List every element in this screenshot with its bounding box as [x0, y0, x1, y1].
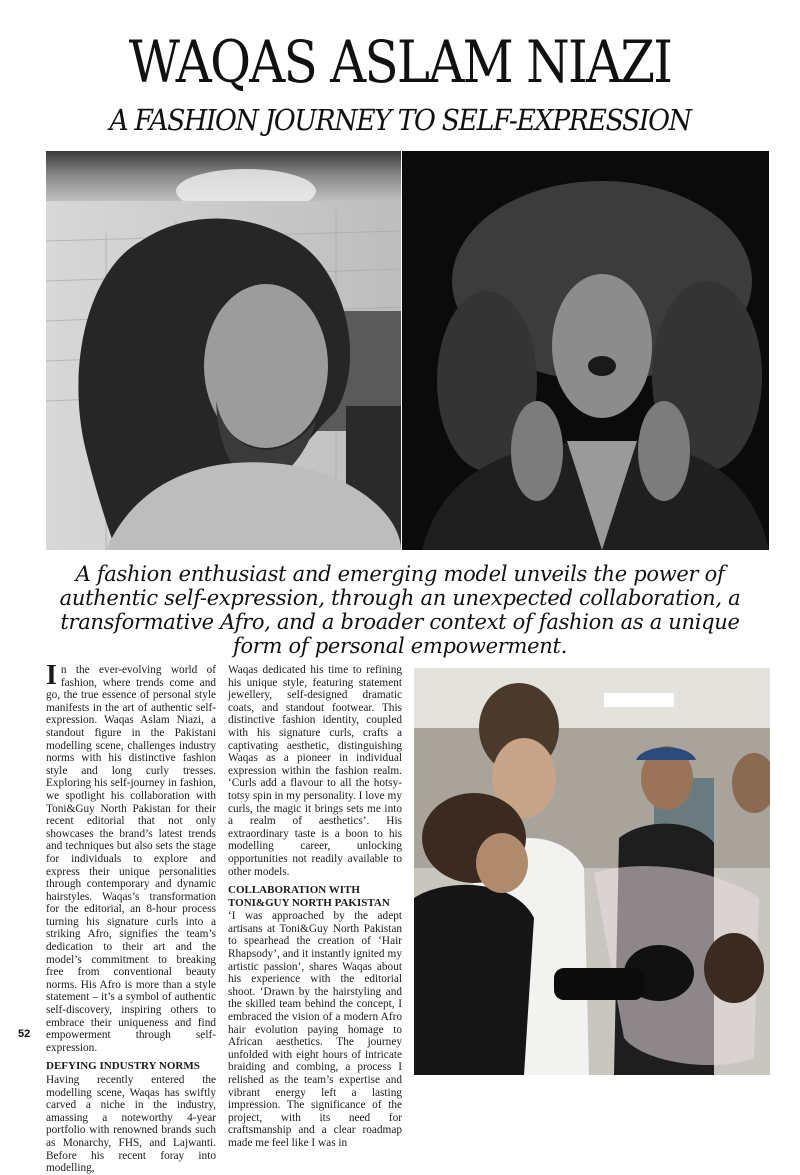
article-column-2: [228, 664, 402, 1150]
page-number: 52: [18, 1028, 31, 1040]
drop-cap: I: [46, 660, 57, 691]
portrait-afro-photo: [402, 151, 769, 550]
article-column-1: [46, 660, 216, 1175]
portrait-curly-hair-photo: [46, 151, 401, 550]
article-lede: A fashion enthusiast and emerging model unveils the power of authentic self-expression, through an unexpected collaboration, a transformative Afro, and a broader context of fashion as a unique form of personal empowerment.: [59, 562, 741, 658]
collaboration-paragraph: ‘I was approached by the adept artisans at Toni&Guy North Pakistan to spearhead the creation of ‘Hair Rhapsody’, and it instantly ignited my artistic passion’, shares Waqas about his experience with the editorial shoot. ‘Drawn by the hairstyling and the skilled team behind the concept, I embraced the vision of a modern Afro hair evolution paying homage to African aesthetics. The journey unfolded with eight hours of intricate braiding and combing, a process I relished as the team’s expertise and vibrant energy left a lasting impression. The significance of the project, with its need for craftsmanship and a clear roadmap made me feel like I was in: [228, 910, 402, 1149]
intro-paragraph: In the ever-evolving world of fashion, where trends come and go, the true essence of personal style manifests in the art of authentic self-expression. Waqas Aslam Niazi, a standout figure in the Pakistani modelling scene, challenges industry norms with his distinctive fashion style and long curly tresses. Exploring his self-journey in fashion, we spotlight his collaboration with Toni&Guy North Pakistan for their recent editorial that not only showcases the brand’s latest trends and techniques but also sets the stage for individuals to explore and express their unique personalities through contemporary and dynamic hairstyles. Waqas’s transformation for the editorial, an 8-hour process turning his signature curls into a striking Afro, signifies the team’s dedication to their art and the model’s commitment to breaking free from conventional beauty norms. His Afro is more than a style statement – it’s a symbol of authentic self-discovery, inspiring others to embrace their uniqueness and find empowerment through self-expression.: [46, 660, 216, 1054]
defying-norms-paragraph: Having recently entered the modelling scene, Waqas has swiftly carved a niche in the industry, amassing a noteworthy 4-year portfolio with renowned brands such as Monarchy, FHS, and Lajwanti. Before his recent foray into modelling,: [46, 1074, 216, 1175]
article-title: WAQAS ASLAM NIAZI: [128, 28, 672, 96]
salon-behind-the-scenes-photo: [414, 668, 770, 1075]
style-paragraph: Waqas dedicated his time to refining his unique style, featuring statement jewellery, self-designed dramatic coats, and standout footwear. This distinctive fashion identity, coupled with his signature curls, crafts a captivating aesthetic, distinguishing Waqas as a pioneer in individual expression within the fashion realm. ‘Curls add a flavour to all the hotsy-totsy spin in my personality. I love my curls, the magic it brings sets me into a realm of aesthetics’. His extraordinary taste is a boon to his modelling career, unlocking opportunities not readily available to other models.: [228, 664, 402, 878]
article-subtitle: A FASHION JOURNEY TO SELF-EXPRESSION: [109, 103, 691, 137]
section-heading-collaboration: COLLABORATION WITH TONI&GUY NORTH PAKISTAN: [228, 884, 390, 909]
section-heading-defying-norms: DEFYING INDUSTRY NORMS: [46, 1060, 200, 1073]
